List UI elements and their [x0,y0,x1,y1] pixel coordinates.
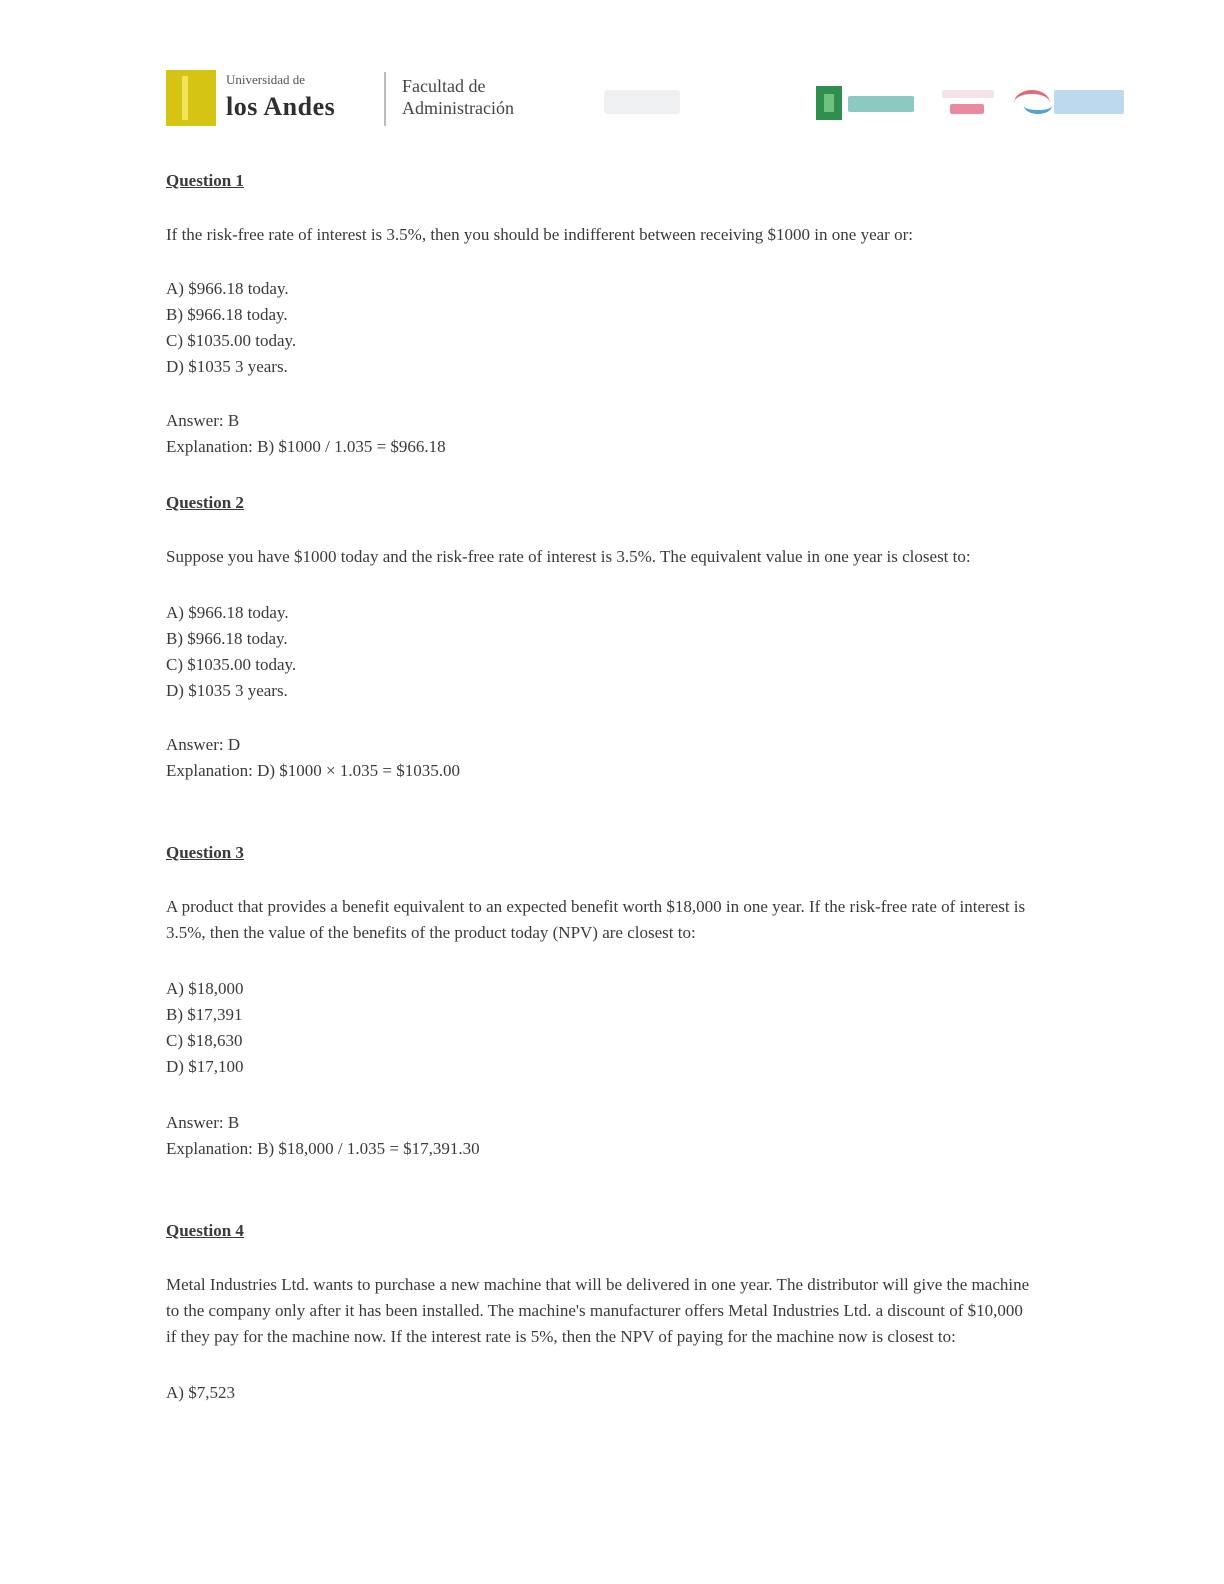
partner-logo-blue-icon [1014,84,1126,120]
answer-option: B) $17,391 [166,1005,243,1024]
explanation-line: Explanation: B) $18,000 / 1.035 = $17,391.30 [166,1139,480,1158]
partner-logo-green-icon [816,86,916,120]
answer-option: A) $7,523 [166,1383,235,1402]
answer-option: A) $966.18 today. [166,603,289,622]
answer-option: C) $1035.00 today. [166,331,297,350]
faint-logo [604,90,680,114]
question-title: Question 1 [166,171,244,190]
question-title: Question 4 [166,1221,244,1240]
answer-line: Answer: B [166,1113,240,1132]
question-text: Metal Industries Ltd. wants to purchase a new machine that will be delivered in one year. The distributor will give the machine to the company only after it has been installed. The machine's manufacturer offers Metal Industries Ltd. a discount of $10,000 if they pay for the machine now. If the interest rate is 5%, then the NPV of paying for the machine now is closest to: [166,1275,1030,1346]
answer-option: B) $966.18 today. [166,305,288,324]
university-name: los Andes [226,92,336,121]
university-top-text: Universidad de [226,72,306,87]
question-text: A product that provides a benefit equivalent to an expected benefit worth $18,000 in one year. If the risk-free rate of interest is 3.5%, then the value of the benefits of the product today (NPV) are closest to: [166,897,1026,942]
answer-option: C) $1035.00 today. [166,655,297,674]
question-text: Suppose you have $1000 today and the risk-free rate of interest is 3.5%. The equivalent value in one year is closest to: [166,547,971,566]
explanation-line: Explanation: B) $1000 / 1.035 = $966.18 [166,437,446,456]
page-header [166,68,1126,130]
question-text: If the risk-free rate of interest is 3.5%, then you should be indifferent between receiving $1000 in one year or: [166,225,913,244]
partner-logo-pink-icon [942,88,994,118]
answer-option: C) $18,630 [166,1031,243,1050]
question-title: Question 3 [166,843,244,862]
answer-option: A) $966.18 today. [166,279,289,298]
header-divider [384,72,386,126]
faculty-line-1: Facultad de [402,76,486,96]
answer-option: A) $18,000 [166,979,244,998]
answer-option: D) $17,100 [166,1057,244,1076]
faculty-line-2: Administración [402,98,514,118]
answer-option: B) $966.18 today. [166,629,288,648]
explanation-line: Explanation: D) $1000 × 1.035 = $1035.00 [166,761,460,780]
answer-option: D) $1035 3 years. [166,357,288,376]
question-title: Question 2 [166,493,244,512]
answer-line: Answer: B [166,411,240,430]
university-logo-icon [166,70,216,126]
answer-option: D) $1035 3 years. [166,681,288,700]
answer-line: Answer: D [166,735,241,754]
